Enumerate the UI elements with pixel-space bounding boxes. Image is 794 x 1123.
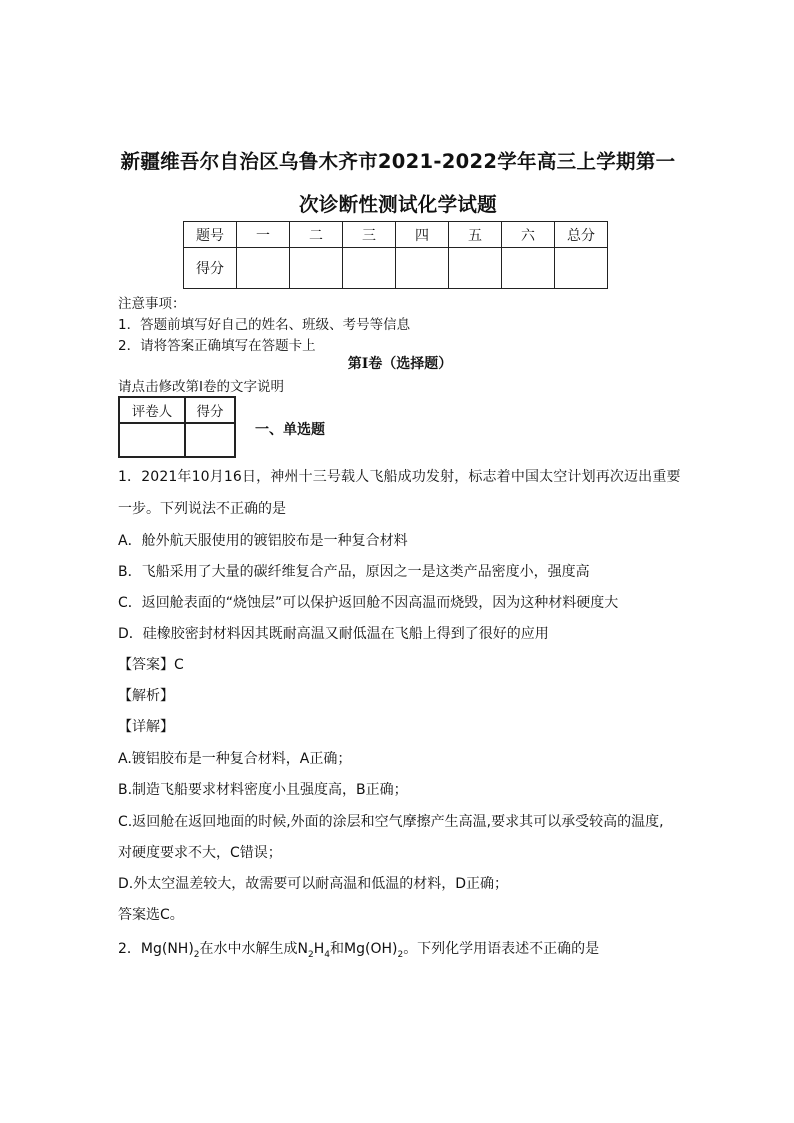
q1-answer: 【答案】C [118,657,184,673]
section-heading: 一、单选题 [255,422,325,438]
q1-analysis-label: 【解析】 [118,688,174,704]
q1-detail-label: 【详解】 [118,719,174,735]
score-table-header-row [184,222,608,248]
q2-text: 。下列化学用语表述不正确的是 [403,941,600,957]
q1-option-c: C．返回舱表面的“烧蚀层”可以保护返回舱不因高温而烧毁，因为这种材料硬度大 [118,595,619,611]
score-cell [343,248,396,289]
q1-explanation: A.镀铝胶布是一种复合材料，A正确； [118,751,352,767]
q2-stem [118,938,599,960]
score-header-cell: 四 [396,222,449,248]
q1-explanation: D.外太空温差较大，故需要可以耐高温和低温的材料，D正确； [118,876,509,892]
q1-explanation: C.返回舱在返回地面的时候,外面的涂层和空气摩擦产生高温,要求其可以承受较高的温度, [118,814,664,830]
q2-text: H [313,941,325,957]
score-cell [502,248,555,289]
score-cell [396,248,449,289]
score-header-cell: 三 [343,222,396,248]
score-cell [555,248,608,289]
document-title-line-1: 新疆维吾尔自治区乌鲁木齐市2021-2022学年高三上学期第一 [120,150,676,173]
q2-text: 2．Mg(NH) [118,941,194,957]
notice-heading: 注意事项： [118,296,186,312]
score-header-cell: 总分 [555,222,608,248]
score-header-cell: 六 [502,222,555,248]
q1-option-d: D．硅橡胶密封材料因其既耐高温又耐低温在飞船上得到了很好的应用 [118,626,549,642]
q2-text: 和Mg(OH) [330,941,398,957]
score-header-cell: 五 [449,222,502,248]
grader-table [118,396,236,458]
document-title-line-2: 次诊断性测试化学试题 [298,193,497,216]
score-row-label: 得分 [184,248,237,289]
q1-explanation: B.制造飞船要求材料密度小且强度高，B正确； [118,782,408,798]
grader-score-cell [185,423,235,457]
score-table [183,221,608,289]
score-cell [449,248,502,289]
q1-option-a: A．舱外航天服使用的镀铝胶布是一种复合材料 [118,533,408,549]
grader-score-label: 得分 [185,397,235,423]
score-header-cell: 一 [237,222,290,248]
q1-explanation: 对硬度要求不大，C错误； [118,845,282,861]
grader-cell [119,423,185,457]
score-cell [290,248,343,289]
q1-explanation: 答案选C。 [118,907,184,923]
section-hint: 请点击修改第I卷的文字说明 [118,379,284,395]
q1-stem-line-1: 1．2021年10月16日，神州十三号载人飞船成功发射，标志着中国太空计划再次迈出重要 [118,469,681,485]
q2-text: 在水中水解生成N [199,941,309,957]
score-table-score-row [184,248,608,289]
section-title: 第I卷（选择题） [347,356,453,372]
score-header-cell: 题号 [184,222,237,248]
grader-label: 评卷人 [119,397,185,423]
notice-item: 2．请将答案正确填写在答题卡上 [118,338,316,354]
score-cell [237,248,290,289]
q1-stem-line-2: 一步。下列说法不正确的是 [118,501,286,517]
q1-option-b: B．飞船采用了大量的碳纤维复合产品，原因之一是这类产品密度小，强度高 [118,564,590,580]
notice-item: 1．答题前填写好自己的姓名、班级、考号等信息 [118,317,411,333]
q2-subscript: 2 [193,949,200,960]
q2-subscript: 4 [324,949,331,960]
q2-subscript: 2 [308,949,314,960]
q2-subscript: 2 [397,949,404,960]
score-header-cell: 二 [290,222,343,248]
